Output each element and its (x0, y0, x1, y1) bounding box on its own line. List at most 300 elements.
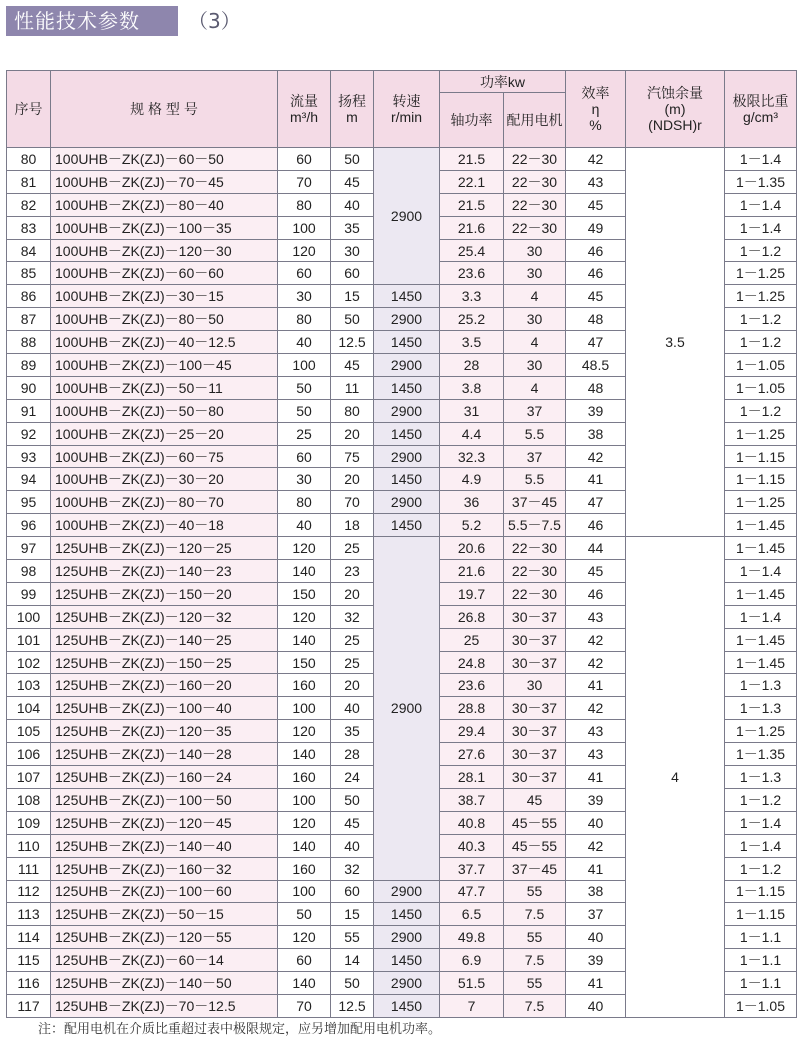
cell-model: 125UHB－ZK(ZJ)－140－50 (51, 972, 278, 995)
cell-head: 35 (331, 720, 374, 743)
cell-speed: 2900 (374, 491, 440, 514)
cell-model: 100UHB－ZK(ZJ)－80－40 (51, 193, 278, 216)
cell-speed: 1450 (374, 468, 440, 491)
cell-head: 70 (331, 491, 374, 514)
cell-shaft-power: 21.5 (440, 148, 504, 171)
cell-efficiency: 41 (566, 674, 626, 697)
cell-motor-power: 37 (504, 399, 566, 422)
cell-no: 99 (7, 582, 51, 605)
cell-density: 1－1.15 (725, 445, 797, 468)
cell-no: 86 (7, 285, 51, 308)
table-row (7, 148, 797, 171)
cell-model: 100UHB－ZK(ZJ)－60－60 (51, 262, 278, 285)
cell-head: 50 (331, 972, 374, 995)
cell-flow: 60 (278, 949, 331, 972)
cell-head: 12.5 (331, 994, 374, 1017)
cell-motor-power: 22－30 (504, 560, 566, 583)
cell-density: 1－1.25 (725, 491, 797, 514)
cell-shaft-power: 25 (440, 628, 504, 651)
cell-motor-power: 22－30 (504, 148, 566, 171)
cell-no: 113 (7, 903, 51, 926)
cell-efficiency: 42 (566, 628, 626, 651)
cell-no: 80 (7, 148, 51, 171)
cell-no: 84 (7, 239, 51, 262)
cell-flow: 140 (278, 628, 331, 651)
cell-head: 15 (331, 285, 374, 308)
cell-model: 125UHB－ZK(ZJ)－50－15 (51, 903, 278, 926)
cell-shaft-power: 29.4 (440, 720, 504, 743)
cell-efficiency: 42 (566, 834, 626, 857)
cell-head: 55 (331, 926, 374, 949)
cell-no: 87 (7, 308, 51, 331)
cell-efficiency: 47 (566, 331, 626, 354)
cell-model: 125UHB－ZK(ZJ)－140－25 (51, 628, 278, 651)
header-density (725, 71, 797, 148)
cell-shaft-power: 21.6 (440, 216, 504, 239)
cell-no: 102 (7, 651, 51, 674)
cell-efficiency: 42 (566, 445, 626, 468)
cell-shaft-power: 21.5 (440, 193, 504, 216)
cell-efficiency: 49 (566, 216, 626, 239)
page-title-suffix: （3） (188, 9, 241, 33)
cell-no: 107 (7, 766, 51, 789)
cell-motor-power: 7.5 (504, 903, 566, 926)
cell-flow: 140 (278, 743, 331, 766)
cell-no: 97 (7, 537, 51, 560)
cell-density: 1－1.3 (725, 674, 797, 697)
cell-flow: 150 (278, 651, 331, 674)
cell-motor-power: 30－37 (504, 651, 566, 674)
cell-efficiency: 47 (566, 491, 626, 514)
cell-density: 1－1.45 (725, 651, 797, 674)
cell-head: 40 (331, 834, 374, 857)
cell-motor-power: 30－37 (504, 605, 566, 628)
cell-efficiency: 46 (566, 239, 626, 262)
cell-no: 100 (7, 605, 51, 628)
cell-density: 1－1.1 (725, 972, 797, 995)
cell-flow: 100 (278, 697, 331, 720)
header-power: 功率kw (440, 71, 566, 93)
cell-model: 100UHB－ZK(ZJ)－80－70 (51, 491, 278, 514)
cell-motor-power: 37－45 (504, 857, 566, 880)
cell-motor-power: 30－37 (504, 743, 566, 766)
cell-efficiency: 46 (566, 262, 626, 285)
cell-speed: 1450 (374, 903, 440, 926)
cell-flow: 140 (278, 834, 331, 857)
cell-no: 110 (7, 834, 51, 857)
cell-head: 40 (331, 697, 374, 720)
cell-speed: 1450 (374, 422, 440, 445)
cell-density: 1－1.2 (725, 239, 797, 262)
cell-model: 125UHB－ZK(ZJ)－140－28 (51, 743, 278, 766)
cell-shaft-power: 26.8 (440, 605, 504, 628)
cell-speed: 2900 (374, 354, 440, 377)
cell-flow: 50 (278, 376, 331, 399)
cell-motor-power: 30 (504, 262, 566, 285)
cell-shaft-power: 4.9 (440, 468, 504, 491)
cell-shaft-power: 24.8 (440, 651, 504, 674)
cell-model: 125UHB－ZK(ZJ)－150－20 (51, 582, 278, 605)
cell-shaft-power: 49.8 (440, 926, 504, 949)
cell-shaft-power: 4.4 (440, 422, 504, 445)
cell-motor-power: 4 (504, 285, 566, 308)
cell-flow: 70 (278, 170, 331, 193)
cell-head: 45 (331, 170, 374, 193)
cell-no: 93 (7, 445, 51, 468)
cell-flow: 100 (278, 354, 331, 377)
cell-efficiency: 40 (566, 926, 626, 949)
cell-motor-power: 7.5 (504, 949, 566, 972)
cell-efficiency: 39 (566, 949, 626, 972)
cell-flow: 120 (278, 537, 331, 560)
cell-head: 50 (331, 308, 374, 331)
cell-motor-power: 30 (504, 308, 566, 331)
cell-no: 85 (7, 262, 51, 285)
header-npsh-sub: (NDSH)r (648, 117, 702, 133)
cell-head: 20 (331, 468, 374, 491)
cell-model: 100UHB－ZK(ZJ)－70－45 (51, 170, 278, 193)
cell-head: 45 (331, 354, 374, 377)
cell-efficiency: 43 (566, 743, 626, 766)
cell-flow: 150 (278, 582, 331, 605)
cell-shaft-power: 22.1 (440, 170, 504, 193)
cell-density: 1－1.25 (725, 285, 797, 308)
cell-model: 125UHB－ZK(ZJ)－120－35 (51, 720, 278, 743)
cell-density: 1－1.45 (725, 628, 797, 651)
header-speed-label: 转速 (392, 93, 421, 109)
cell-flow: 120 (278, 720, 331, 743)
cell-head: 14 (331, 949, 374, 972)
cell-efficiency: 45 (566, 285, 626, 308)
cell-head: 12.5 (331, 331, 374, 354)
cell-motor-power: 37 (504, 445, 566, 468)
cell-efficiency: 39 (566, 788, 626, 811)
cell-head: 25 (331, 537, 374, 560)
cell-efficiency: 41 (566, 468, 626, 491)
cell-motor-power: 22－30 (504, 216, 566, 239)
cell-motor-power: 30 (504, 674, 566, 697)
cell-efficiency: 37 (566, 903, 626, 926)
cell-flow: 60 (278, 262, 331, 285)
cell-head: 11 (331, 376, 374, 399)
cell-head: 24 (331, 766, 374, 789)
cell-density: 1－1.15 (725, 903, 797, 926)
cell-speed: 2900 (374, 399, 440, 422)
cell-head: 20 (331, 674, 374, 697)
cell-head: 32 (331, 857, 374, 880)
cell-flow: 120 (278, 239, 331, 262)
header-model: 规 格 型 号 (51, 71, 278, 148)
cell-model: 100UHB－ZK(ZJ)－40－18 (51, 514, 278, 537)
header-density-unit: g/cm³ (743, 109, 778, 125)
cell-efficiency: 38 (566, 422, 626, 445)
cell-density: 1－1.25 (725, 720, 797, 743)
cell-no: 90 (7, 376, 51, 399)
header-npsh-label: 汽蚀余量 (647, 85, 703, 101)
header-efficiency (566, 71, 626, 148)
cell-motor-power: 22－30 (504, 582, 566, 605)
cell-density: 1－1.2 (725, 331, 797, 354)
header-npsh (626, 71, 725, 148)
cell-efficiency: 39 (566, 399, 626, 422)
cell-flow: 60 (278, 445, 331, 468)
cell-speed-merged: 2900 (374, 537, 440, 880)
cell-model: 100UHB－ZK(ZJ)－100－35 (51, 216, 278, 239)
cell-density: 1－1.15 (725, 468, 797, 491)
cell-model: 125UHB－ZK(ZJ)－100－40 (51, 697, 278, 720)
cell-model: 100UHB－ZK(ZJ)－30－15 (51, 285, 278, 308)
cell-shaft-power: 38.7 (440, 788, 504, 811)
cell-model: 125UHB－ZK(ZJ)－160－24 (51, 766, 278, 789)
cell-motor-power: 4 (504, 331, 566, 354)
cell-flow: 30 (278, 285, 331, 308)
cell-shaft-power: 36 (440, 491, 504, 514)
cell-flow: 120 (278, 811, 331, 834)
cell-flow: 80 (278, 491, 331, 514)
cell-speed: 1450 (374, 285, 440, 308)
cell-density: 1－1.15 (725, 880, 797, 903)
cell-flow: 100 (278, 880, 331, 903)
cell-model: 100UHB－ZK(ZJ)－50－80 (51, 399, 278, 422)
cell-density: 1－1.2 (725, 788, 797, 811)
cell-motor-power: 55 (504, 972, 566, 995)
cell-shaft-power: 47.7 (440, 880, 504, 903)
cell-flow: 30 (278, 468, 331, 491)
cell-model: 100UHB－ZK(ZJ)－60－50 (51, 148, 278, 171)
cell-no: 105 (7, 720, 51, 743)
cell-motor-power: 30－37 (504, 766, 566, 789)
cell-shaft-power: 28 (440, 354, 504, 377)
cell-motor-power: 30 (504, 354, 566, 377)
cell-density: 1－1.05 (725, 376, 797, 399)
cell-shaft-power: 23.6 (440, 674, 504, 697)
cell-model: 125UHB－ZK(ZJ)－100－60 (51, 880, 278, 903)
cell-shaft-power: 19.7 (440, 582, 504, 605)
header-flow-unit: m³/h (290, 109, 318, 125)
cell-no: 81 (7, 170, 51, 193)
cell-flow: 120 (278, 926, 331, 949)
cell-speed: 2900 (374, 926, 440, 949)
cell-head: 35 (331, 216, 374, 239)
cell-motor-power: 55 (504, 880, 566, 903)
cell-shaft-power: 3.5 (440, 331, 504, 354)
cell-shaft-power: 6.9 (440, 949, 504, 972)
cell-head: 75 (331, 445, 374, 468)
header-flow-label: 流量 (290, 93, 318, 109)
cell-no: 83 (7, 216, 51, 239)
cell-density: 1－1.2 (725, 857, 797, 880)
cell-density: 1－1.4 (725, 560, 797, 583)
cell-motor-power: 4 (504, 376, 566, 399)
cell-shaft-power: 37.7 (440, 857, 504, 880)
cell-efficiency: 42 (566, 148, 626, 171)
cell-npsh-merged: 3.5 (626, 148, 725, 537)
cell-shaft-power: 28.1 (440, 766, 504, 789)
cell-density: 1－1.4 (725, 148, 797, 171)
cell-motor-power: 5.5－7.5 (504, 514, 566, 537)
page-title: 性能技术参数 (14, 9, 140, 33)
cell-efficiency: 43 (566, 605, 626, 628)
cell-speed: 1450 (374, 994, 440, 1017)
cell-motor-power: 22－30 (504, 537, 566, 560)
cell-shaft-power: 3.3 (440, 285, 504, 308)
cell-shaft-power: 32.3 (440, 445, 504, 468)
cell-efficiency: 41 (566, 766, 626, 789)
cell-head: 20 (331, 422, 374, 445)
cell-speed: 1450 (374, 376, 440, 399)
cell-model: 125UHB－ZK(ZJ)－70－12.5 (51, 994, 278, 1017)
cell-motor-power: 55 (504, 926, 566, 949)
header-head-unit: m (346, 109, 358, 125)
cell-shaft-power: 51.5 (440, 972, 504, 995)
cell-model: 125UHB－ZK(ZJ)－60－14 (51, 949, 278, 972)
cell-flow: 140 (278, 972, 331, 995)
cell-shaft-power: 7 (440, 994, 504, 1017)
cell-model: 100UHB－ZK(ZJ)－30－20 (51, 468, 278, 491)
cell-model: 125UHB－ZK(ZJ)－120－32 (51, 605, 278, 628)
cell-density: 1－1.2 (725, 308, 797, 331)
cell-flow: 60 (278, 148, 331, 171)
header-npsh-unit: (m) (664, 101, 686, 117)
cell-density: 1－1.25 (725, 262, 797, 285)
cell-flow: 160 (278, 674, 331, 697)
cell-shaft-power: 40.8 (440, 811, 504, 834)
cell-flow: 80 (278, 308, 331, 331)
cell-flow: 140 (278, 560, 331, 583)
cell-flow: 100 (278, 788, 331, 811)
cell-no: 115 (7, 949, 51, 972)
cell-density: 1－1.45 (725, 582, 797, 605)
cell-no: 91 (7, 399, 51, 422)
cell-model: 125UHB－ZK(ZJ)－120－45 (51, 811, 278, 834)
cell-shaft-power: 27.6 (440, 743, 504, 766)
header-shaft-power: 轴功率 (440, 93, 504, 148)
cell-model: 100UHB－ZK(ZJ)－80－50 (51, 308, 278, 331)
cell-density: 1－1.3 (725, 766, 797, 789)
cell-density: 1－1.4 (725, 216, 797, 239)
cell-no: 89 (7, 354, 51, 377)
footnote: 注：配用电机在介质比重超过表中极限规定，应另增加配用电机功率。 (38, 1022, 442, 1037)
cell-efficiency: 44 (566, 537, 626, 560)
cell-density: 1－1.1 (725, 949, 797, 972)
cell-density: 1－1.3 (725, 697, 797, 720)
cell-density: 1－1.4 (725, 811, 797, 834)
cell-no: 101 (7, 628, 51, 651)
cell-density: 1－1.4 (725, 834, 797, 857)
cell-shaft-power: 25.4 (440, 239, 504, 262)
cell-density: 1－1.4 (725, 193, 797, 216)
cell-shaft-power: 40.3 (440, 834, 504, 857)
cell-head: 32 (331, 605, 374, 628)
cell-shaft-power: 23.6 (440, 262, 504, 285)
cell-head: 23 (331, 560, 374, 583)
cell-density: 1－1.35 (725, 743, 797, 766)
cell-efficiency: 48 (566, 376, 626, 399)
cell-efficiency: 41 (566, 857, 626, 880)
cell-no: 112 (7, 880, 51, 903)
cell-head: 20 (331, 582, 374, 605)
header-flow (278, 71, 331, 148)
cell-flow: 160 (278, 766, 331, 789)
header-efficiency-unit: % (589, 117, 602, 133)
cell-density: 1－1.2 (725, 399, 797, 422)
cell-speed: 2900 (374, 972, 440, 995)
cell-efficiency: 40 (566, 811, 626, 834)
cell-flow: 40 (278, 514, 331, 537)
cell-speed: 1450 (374, 514, 440, 537)
cell-shaft-power: 25.2 (440, 308, 504, 331)
cell-motor-power: 37－45 (504, 491, 566, 514)
header-efficiency-label: 效率 (581, 85, 610, 101)
cell-efficiency: 38 (566, 880, 626, 903)
cell-flow: 80 (278, 193, 331, 216)
cell-efficiency: 41 (566, 972, 626, 995)
cell-no: 109 (7, 811, 51, 834)
cell-speed-merged: 2900 (374, 148, 440, 285)
cell-model: 125UHB－ZK(ZJ)－120－25 (51, 537, 278, 560)
header-head-label: 扬程 (338, 93, 366, 109)
cell-motor-power: 7.5 (504, 994, 566, 1017)
cell-efficiency: 40 (566, 994, 626, 1017)
cell-efficiency: 43 (566, 170, 626, 193)
spec-table (6, 70, 797, 1018)
cell-model: 125UHB－ZK(ZJ)－140－40 (51, 834, 278, 857)
cell-efficiency: 48.5 (566, 354, 626, 377)
cell-model: 125UHB－ZK(ZJ)－160－32 (51, 857, 278, 880)
cell-density: 1－1.45 (725, 514, 797, 537)
cell-head: 25 (331, 651, 374, 674)
cell-head: 60 (331, 262, 374, 285)
cell-efficiency: 46 (566, 514, 626, 537)
cell-shaft-power: 3.8 (440, 376, 504, 399)
cell-model: 100UHB－ZK(ZJ)－100－45 (51, 354, 278, 377)
cell-no: 114 (7, 926, 51, 949)
cell-efficiency: 48 (566, 308, 626, 331)
cell-head: 40 (331, 193, 374, 216)
cell-density: 1－1.1 (725, 926, 797, 949)
cell-no: 104 (7, 697, 51, 720)
cell-flow: 120 (278, 605, 331, 628)
cell-density: 1－1.25 (725, 422, 797, 445)
cell-density: 1－1.35 (725, 170, 797, 193)
cell-head: 30 (331, 239, 374, 262)
cell-speed: 2900 (374, 308, 440, 331)
cell-motor-power: 30 (504, 239, 566, 262)
cell-model: 100UHB－ZK(ZJ)－40－12.5 (51, 331, 278, 354)
cell-efficiency: 45 (566, 193, 626, 216)
header-no: 序号 (7, 71, 51, 148)
cell-speed: 2900 (374, 445, 440, 468)
cell-shaft-power: 31 (440, 399, 504, 422)
cell-shaft-power: 6.5 (440, 903, 504, 926)
cell-no: 106 (7, 743, 51, 766)
cell-flow: 100 (278, 216, 331, 239)
cell-motor-power: 30－37 (504, 697, 566, 720)
header-density-label: 极限比重 (732, 93, 789, 109)
cell-shaft-power: 21.6 (440, 560, 504, 583)
cell-head: 45 (331, 811, 374, 834)
cell-head: 50 (331, 148, 374, 171)
cell-motor-power: 45－55 (504, 811, 566, 834)
cell-speed: 1450 (374, 949, 440, 972)
cell-no: 96 (7, 514, 51, 537)
cell-speed: 1450 (374, 331, 440, 354)
cell-no: 108 (7, 788, 51, 811)
cell-model: 125UHB－ZK(ZJ)－150－25 (51, 651, 278, 674)
cell-density: 1－1.4 (725, 605, 797, 628)
cell-density: 1－1.05 (725, 994, 797, 1017)
cell-density: 1－1.45 (725, 537, 797, 560)
